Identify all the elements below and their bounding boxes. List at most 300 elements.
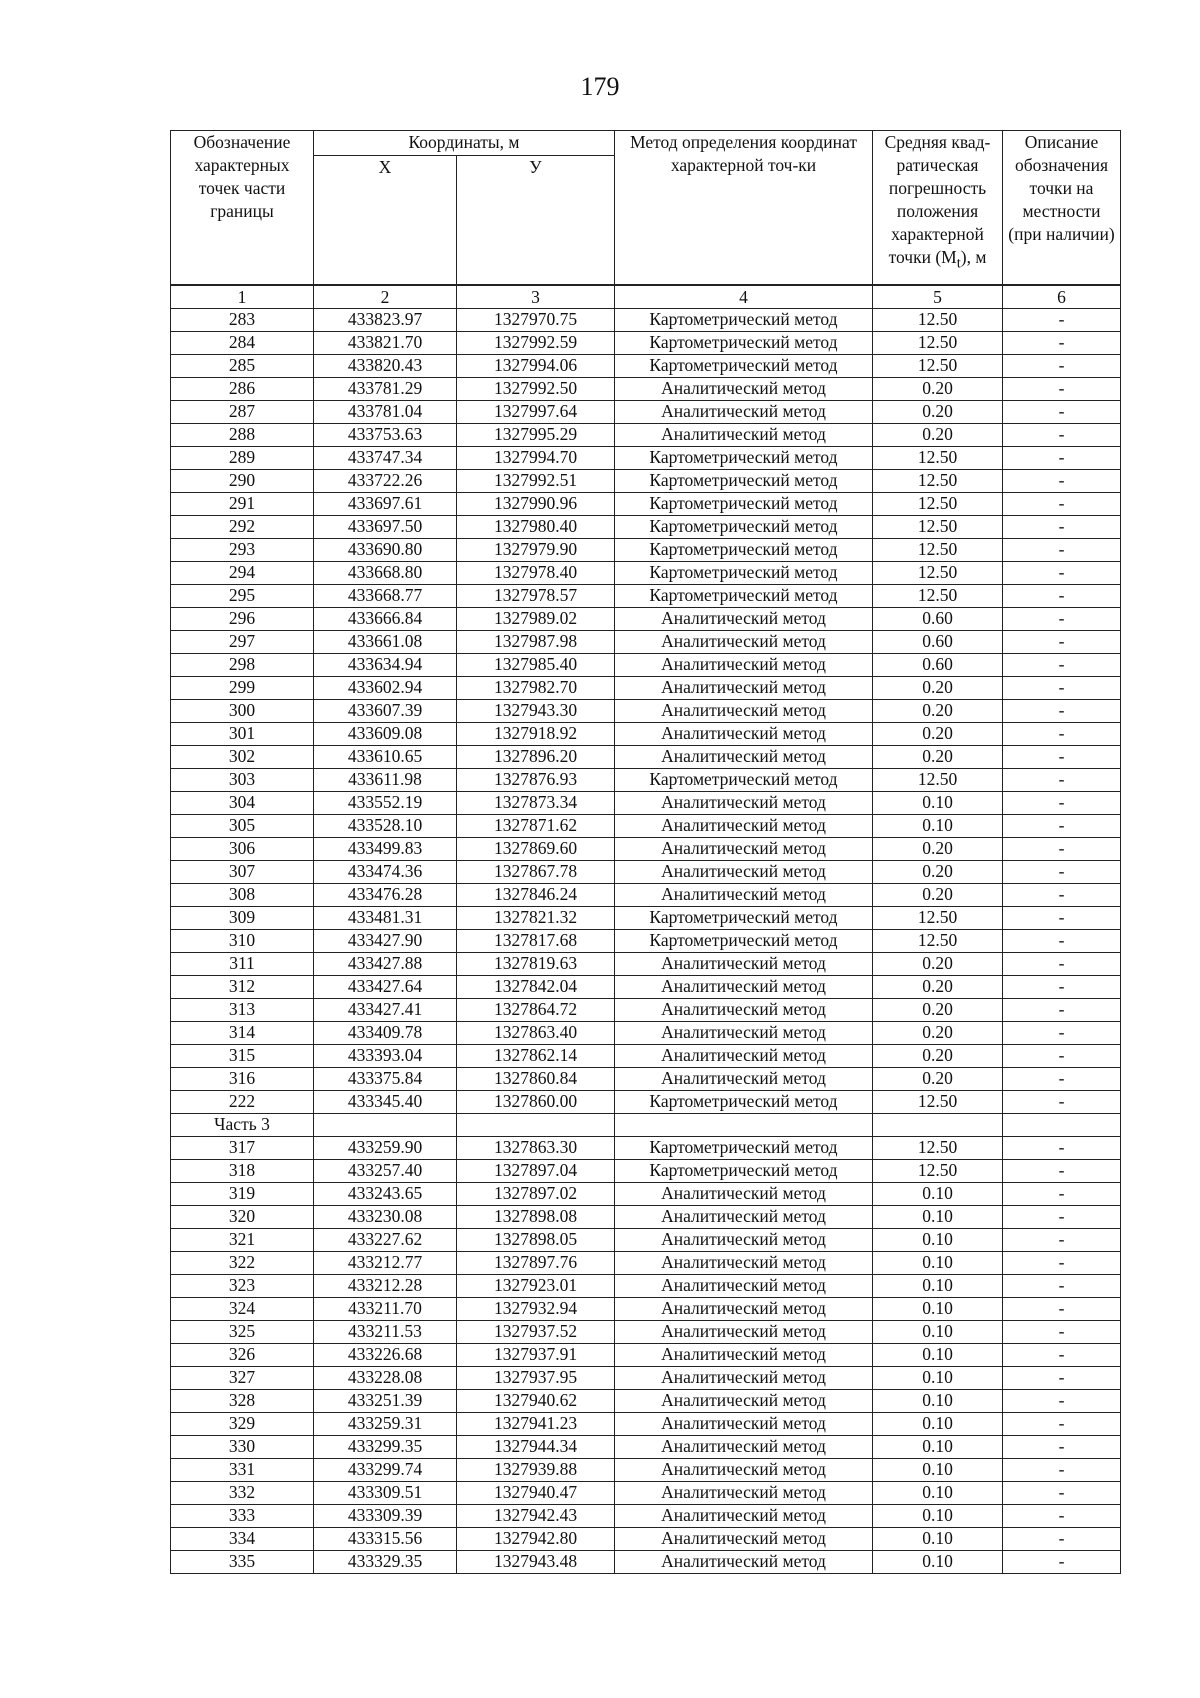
y-coordinate-cell: 1327985.40 [457, 654, 615, 677]
x-coordinate-cell: 433227.62 [314, 1229, 457, 1252]
error-cell: 12.50 [873, 516, 1003, 539]
x-coordinate-cell: 433697.61 [314, 493, 457, 516]
error-cell: 0.10 [873, 1298, 1003, 1321]
method-cell: Аналитический метод [615, 1505, 873, 1528]
table-row [171, 1091, 1121, 1114]
table-row [171, 585, 1121, 608]
point-id-cell: 321 [171, 1229, 314, 1252]
method-cell: Картометрический метод [615, 539, 873, 562]
description-cell: - [1003, 608, 1121, 631]
point-id-cell: 331 [171, 1459, 314, 1482]
header-error-subscript: t [956, 255, 961, 272]
error-cell: 0.10 [873, 1505, 1003, 1528]
y-coordinate-cell: 1327869.60 [457, 838, 615, 861]
x-coordinate-cell: 433427.64 [314, 976, 457, 999]
point-id-cell: 297 [171, 631, 314, 654]
description-cell: - [1003, 999, 1121, 1022]
table-row [171, 815, 1121, 838]
table-row [171, 999, 1121, 1022]
x-coordinate-cell: 433668.77 [314, 585, 457, 608]
description-cell: - [1003, 1413, 1121, 1436]
x-coordinate-cell: 433212.28 [314, 1275, 457, 1298]
description-cell: - [1003, 1436, 1121, 1459]
x-coordinate-cell: 433230.08 [314, 1206, 457, 1229]
header-error-line-last [875, 246, 1000, 276]
method-cell: Аналитический метод [615, 1206, 873, 1229]
table-row [171, 493, 1121, 516]
y-coordinate-cell: 1327898.08 [457, 1206, 615, 1229]
table-row [171, 631, 1121, 654]
table-row [171, 838, 1121, 861]
description-cell: - [1003, 1344, 1121, 1367]
y-coordinate-cell: 1327978.57 [457, 585, 615, 608]
table-row [171, 677, 1121, 700]
point-id-cell: 303 [171, 769, 314, 792]
error-cell: 12.50 [873, 332, 1003, 355]
error-cell: 0.10 [873, 1252, 1003, 1275]
table-row [171, 1390, 1121, 1413]
description-cell: - [1003, 493, 1121, 516]
error-cell: 12.50 [873, 907, 1003, 930]
x-coordinate-cell: 433409.78 [314, 1022, 457, 1045]
y-coordinate-cell: 1327817.68 [457, 930, 615, 953]
y-coordinate-cell: 1327897.04 [457, 1160, 615, 1183]
table-row [171, 401, 1121, 424]
y-coordinate-cell: 1327867.78 [457, 861, 615, 884]
error-cell: 0.10 [873, 1528, 1003, 1551]
description-cell: - [1003, 861, 1121, 884]
x-coordinate-cell: 433309.39 [314, 1505, 457, 1528]
description-cell: - [1003, 631, 1121, 654]
method-cell: Аналитический метод [615, 424, 873, 447]
x-coordinate-cell: 433611.98 [314, 769, 457, 792]
column-number: 4 [615, 285, 873, 309]
method-cell: Картометрический метод [615, 516, 873, 539]
method-cell: Аналитический метод [615, 378, 873, 401]
method-cell: Аналитический метод [615, 976, 873, 999]
error-cell: 0.10 [873, 1436, 1003, 1459]
method-cell: Аналитический метод [615, 746, 873, 769]
method-cell: Аналитический метод [615, 1390, 873, 1413]
point-id-cell: 323 [171, 1275, 314, 1298]
description-cell: - [1003, 424, 1121, 447]
x-coordinate-cell: 433820.43 [314, 355, 457, 378]
x-coordinate-cell: 433259.90 [314, 1137, 457, 1160]
error-cell: 0.60 [873, 608, 1003, 631]
point-id-cell: 325 [171, 1321, 314, 1344]
description-cell: - [1003, 401, 1121, 424]
point-id-cell: 291 [171, 493, 314, 516]
point-id-cell: 283 [171, 309, 314, 332]
point-id-cell: 326 [171, 1344, 314, 1367]
table-row [171, 1528, 1121, 1551]
error-cell: 0.10 [873, 1321, 1003, 1344]
y-coordinate-cell: 1327937.91 [457, 1344, 615, 1367]
method-cell: Аналитический метод [615, 1183, 873, 1206]
method-cell: Аналитический метод [615, 631, 873, 654]
point-id-cell: 311 [171, 953, 314, 976]
y-coordinate-cell: 1327989.02 [457, 608, 615, 631]
error-cell: 12.50 [873, 470, 1003, 493]
description-cell: - [1003, 1321, 1121, 1344]
header-error-line: Средняя квад- [884, 132, 991, 152]
x-coordinate-cell: 433668.80 [314, 562, 457, 585]
method-cell: Картометрический метод [615, 309, 873, 332]
part-label: Часть 3 [171, 1114, 314, 1137]
y-coordinate-cell: 1327943.48 [457, 1551, 615, 1574]
description-cell: - [1003, 1160, 1121, 1183]
point-id-cell: 314 [171, 1022, 314, 1045]
error-cell: 12.50 [873, 562, 1003, 585]
method-cell: Картометрический метод [615, 930, 873, 953]
error-cell: 0.20 [873, 723, 1003, 746]
x-coordinate-cell: 433602.94 [314, 677, 457, 700]
table-row [171, 378, 1121, 401]
table-row [171, 884, 1121, 907]
empty-cell [314, 1114, 457, 1137]
header-error-line: ратическая [896, 155, 979, 175]
method-cell: Аналитический метод [615, 884, 873, 907]
point-id-cell: 299 [171, 677, 314, 700]
error-cell: 12.50 [873, 1091, 1003, 1114]
column-number: 3 [457, 285, 615, 309]
table-row [171, 861, 1121, 884]
error-cell: 0.20 [873, 700, 1003, 723]
error-cell: 0.20 [873, 378, 1003, 401]
method-cell: Аналитический метод [615, 1321, 873, 1344]
y-coordinate-cell: 1327846.24 [457, 884, 615, 907]
y-coordinate-cell: 1327819.63 [457, 953, 615, 976]
method-cell: Аналитический метод [615, 1459, 873, 1482]
x-coordinate-cell: 433211.53 [314, 1321, 457, 1344]
y-coordinate-cell: 1327918.92 [457, 723, 615, 746]
point-id-cell: 332 [171, 1482, 314, 1505]
description-cell: - [1003, 1298, 1121, 1321]
method-cell: Картометрический метод [615, 907, 873, 930]
y-coordinate-cell: 1327923.01 [457, 1275, 615, 1298]
column-number: 1 [171, 285, 314, 309]
description-cell: - [1003, 1482, 1121, 1505]
table-row [171, 1551, 1121, 1574]
x-coordinate-cell: 433212.77 [314, 1252, 457, 1275]
table-row [171, 1068, 1121, 1091]
y-coordinate-cell: 1327897.76 [457, 1252, 615, 1275]
x-coordinate-cell: 433481.31 [314, 907, 457, 930]
x-coordinate-cell: 433823.97 [314, 309, 457, 332]
description-cell: - [1003, 700, 1121, 723]
point-id-cell: 328 [171, 1390, 314, 1413]
description-cell: - [1003, 516, 1121, 539]
description-cell: - [1003, 1528, 1121, 1551]
x-coordinate-cell: 433610.65 [314, 746, 457, 769]
description-cell: - [1003, 1459, 1121, 1482]
x-coordinate-cell: 433697.50 [314, 516, 457, 539]
point-id-cell: 294 [171, 562, 314, 585]
header-x: X [314, 156, 457, 286]
description-cell: - [1003, 976, 1121, 999]
description-cell: - [1003, 378, 1121, 401]
table-row [171, 1022, 1121, 1045]
y-coordinate-cell: 1327821.32 [457, 907, 615, 930]
method-cell: Аналитический метод [615, 792, 873, 815]
table-row [171, 792, 1121, 815]
header-description: Описание обозначения точки на местности (при наличии) [1003, 131, 1121, 286]
description-cell: - [1003, 838, 1121, 861]
y-coordinate-cell: 1327995.29 [457, 424, 615, 447]
method-cell: Картометрический метод [615, 1091, 873, 1114]
boundary-points-table [170, 130, 1121, 1574]
point-id-cell: 315 [171, 1045, 314, 1068]
table-row [171, 447, 1121, 470]
method-cell: Аналитический метод [615, 677, 873, 700]
y-coordinate-cell: 1327997.64 [457, 401, 615, 424]
header-coordinates: Координаты, м [314, 131, 615, 156]
method-cell: Аналитический метод [615, 1528, 873, 1551]
description-cell: - [1003, 654, 1121, 677]
method-cell: Аналитический метод [615, 1298, 873, 1321]
x-coordinate-cell: 433393.04 [314, 1045, 457, 1068]
point-id-cell: 310 [171, 930, 314, 953]
description-cell: - [1003, 1183, 1121, 1206]
table-row [171, 516, 1121, 539]
method-cell: Аналитический метод [615, 654, 873, 677]
description-cell: - [1003, 792, 1121, 815]
error-cell: 0.20 [873, 677, 1003, 700]
table-row [171, 1229, 1121, 1252]
x-coordinate-cell: 433211.70 [314, 1298, 457, 1321]
part-header-row [171, 1114, 1121, 1137]
point-id-cell: 284 [171, 332, 314, 355]
error-cell: 0.10 [873, 815, 1003, 838]
page-number: 179 [580, 72, 620, 101]
table-row [171, 1252, 1121, 1275]
error-cell: 0.60 [873, 654, 1003, 677]
error-cell: 0.10 [873, 1459, 1003, 1482]
y-coordinate-cell: 1327940.47 [457, 1482, 615, 1505]
table-row [171, 1137, 1121, 1160]
description-cell: - [1003, 1252, 1121, 1275]
description-cell: - [1003, 1022, 1121, 1045]
x-coordinate-cell: 433781.29 [314, 378, 457, 401]
point-id-cell: 309 [171, 907, 314, 930]
y-coordinate-cell: 1327994.70 [457, 447, 615, 470]
x-coordinate-cell: 433499.83 [314, 838, 457, 861]
point-id-cell: 305 [171, 815, 314, 838]
description-cell: - [1003, 1505, 1121, 1528]
table-row [171, 1045, 1121, 1068]
x-coordinate-cell: 433427.88 [314, 953, 457, 976]
y-coordinate-cell: 1327860.00 [457, 1091, 615, 1114]
y-coordinate-cell: 1327862.14 [457, 1045, 615, 1068]
table-row [171, 953, 1121, 976]
table-row [171, 976, 1121, 999]
y-coordinate-cell: 1327978.40 [457, 562, 615, 585]
description-cell: - [1003, 769, 1121, 792]
header-mean-square-error [873, 131, 1003, 286]
x-coordinate-cell: 433528.10 [314, 815, 457, 838]
x-coordinate-cell: 433228.08 [314, 1367, 457, 1390]
table-row [171, 723, 1121, 746]
point-id-cell: 312 [171, 976, 314, 999]
method-cell: Картометрический метод [615, 447, 873, 470]
method-cell: Аналитический метод [615, 1367, 873, 1390]
method-cell: Аналитический метод [615, 1275, 873, 1298]
point-id-cell: 302 [171, 746, 314, 769]
error-cell: 0.10 [873, 1344, 1003, 1367]
table-row [171, 562, 1121, 585]
table-row [171, 1436, 1121, 1459]
description-cell: - [1003, 1275, 1121, 1298]
point-id-cell: 324 [171, 1298, 314, 1321]
description-cell: - [1003, 447, 1121, 470]
column-number: 2 [314, 285, 457, 309]
error-cell: 0.20 [873, 1045, 1003, 1068]
y-coordinate-cell: 1327876.93 [457, 769, 615, 792]
y-coordinate-cell: 1327943.30 [457, 700, 615, 723]
description-cell: - [1003, 1091, 1121, 1114]
y-coordinate-cell: 1327871.62 [457, 815, 615, 838]
description-cell: - [1003, 1137, 1121, 1160]
column-number: 6 [1003, 285, 1121, 309]
description-cell: - [1003, 953, 1121, 976]
error-cell: 0.20 [873, 861, 1003, 884]
y-coordinate-cell: 1327897.02 [457, 1183, 615, 1206]
point-id-cell: 286 [171, 378, 314, 401]
point-id-cell: 288 [171, 424, 314, 447]
error-cell: 12.50 [873, 309, 1003, 332]
x-coordinate-cell: 433747.34 [314, 447, 457, 470]
description-cell: - [1003, 677, 1121, 700]
point-id-cell: 330 [171, 1436, 314, 1459]
point-id-cell: 289 [171, 447, 314, 470]
error-cell: 12.50 [873, 1137, 1003, 1160]
point-id-cell: 290 [171, 470, 314, 493]
method-cell: Картометрический метод [615, 493, 873, 516]
point-id-cell: 329 [171, 1413, 314, 1436]
x-coordinate-cell: 433309.51 [314, 1482, 457, 1505]
point-id-cell: 322 [171, 1252, 314, 1275]
description-cell: - [1003, 355, 1121, 378]
table-row [171, 1482, 1121, 1505]
error-cell: 12.50 [873, 539, 1003, 562]
y-coordinate-cell: 1327942.80 [457, 1528, 615, 1551]
error-cell: 0.10 [873, 1229, 1003, 1252]
y-coordinate-cell: 1327937.95 [457, 1367, 615, 1390]
error-cell: 12.50 [873, 585, 1003, 608]
point-id-cell: 301 [171, 723, 314, 746]
x-coordinate-cell: 433607.39 [314, 700, 457, 723]
point-id-cell: 300 [171, 700, 314, 723]
x-coordinate-cell: 433781.04 [314, 401, 457, 424]
y-coordinate-cell: 1327937.52 [457, 1321, 615, 1344]
header-error-prefix: точки (M [888, 247, 957, 267]
description-cell: - [1003, 585, 1121, 608]
y-coordinate-cell: 1327990.96 [457, 493, 615, 516]
x-coordinate-cell: 433476.28 [314, 884, 457, 907]
y-coordinate-cell: 1327944.34 [457, 1436, 615, 1459]
method-cell: Аналитический метод [615, 723, 873, 746]
error-cell: 0.20 [873, 838, 1003, 861]
point-id-cell: 298 [171, 654, 314, 677]
y-coordinate-cell: 1327932.94 [457, 1298, 615, 1321]
empty-cell [615, 1114, 873, 1137]
table-row [171, 424, 1121, 447]
table-row [171, 608, 1121, 631]
x-coordinate-cell: 433427.41 [314, 999, 457, 1022]
description-cell: - [1003, 470, 1121, 493]
error-cell: 12.50 [873, 493, 1003, 516]
error-cell: 0.10 [873, 1390, 1003, 1413]
point-id-cell: 320 [171, 1206, 314, 1229]
description-cell: - [1003, 930, 1121, 953]
x-coordinate-cell: 433259.31 [314, 1413, 457, 1436]
method-cell: Картометрический метод [615, 470, 873, 493]
table-row [171, 470, 1121, 493]
x-coordinate-cell: 433427.90 [314, 930, 457, 953]
point-id-cell: 334 [171, 1528, 314, 1551]
table-row [171, 700, 1121, 723]
point-id-cell: 308 [171, 884, 314, 907]
table-row [171, 1275, 1121, 1298]
table-row [171, 1298, 1121, 1321]
error-cell: 0.10 [873, 1183, 1003, 1206]
point-id-cell: 293 [171, 539, 314, 562]
x-coordinate-cell: 433375.84 [314, 1068, 457, 1091]
header-method: Метод определения координат характерной точ-ки [615, 131, 873, 286]
method-cell: Аналитический метод [615, 1252, 873, 1275]
x-coordinate-cell: 433329.35 [314, 1551, 457, 1574]
x-coordinate-cell: 433552.19 [314, 792, 457, 815]
point-id-cell: 319 [171, 1183, 314, 1206]
x-coordinate-cell: 433722.26 [314, 470, 457, 493]
description-cell: - [1003, 332, 1121, 355]
method-cell: Аналитический метод [615, 953, 873, 976]
x-coordinate-cell: 433226.68 [314, 1344, 457, 1367]
point-id-cell: 327 [171, 1367, 314, 1390]
method-cell: Картометрический метод [615, 1137, 873, 1160]
table-body [171, 309, 1121, 1574]
description-cell: - [1003, 1551, 1121, 1574]
y-coordinate-cell: 1327860.84 [457, 1068, 615, 1091]
x-coordinate-cell: 433251.39 [314, 1390, 457, 1413]
point-id-cell: 307 [171, 861, 314, 884]
method-cell: Аналитический метод [615, 1551, 873, 1574]
description-cell: - [1003, 746, 1121, 769]
x-coordinate-cell: 433609.08 [314, 723, 457, 746]
y-coordinate-cell: 1327941.23 [457, 1413, 615, 1436]
y-coordinate-cell: 1327979.90 [457, 539, 615, 562]
error-cell: 0.10 [873, 1275, 1003, 1298]
table-row [171, 1206, 1121, 1229]
x-coordinate-cell: 433299.35 [314, 1436, 457, 1459]
y-coordinate-cell: 1327896.20 [457, 746, 615, 769]
description-cell: - [1003, 562, 1121, 585]
x-coordinate-cell: 433753.63 [314, 424, 457, 447]
y-coordinate-cell: 1327898.05 [457, 1229, 615, 1252]
method-cell: Аналитический метод [615, 999, 873, 1022]
description-cell: - [1003, 815, 1121, 838]
x-coordinate-cell: 433666.84 [314, 608, 457, 631]
error-cell: 0.10 [873, 1206, 1003, 1229]
table-row [171, 769, 1121, 792]
point-id-cell: 222 [171, 1091, 314, 1114]
method-cell: Картометрический метод [615, 332, 873, 355]
header-error-line: характерной [891, 224, 984, 244]
description-cell: - [1003, 884, 1121, 907]
error-cell: 0.20 [873, 953, 1003, 976]
error-cell: 0.20 [873, 424, 1003, 447]
point-id-cell: 333 [171, 1505, 314, 1528]
